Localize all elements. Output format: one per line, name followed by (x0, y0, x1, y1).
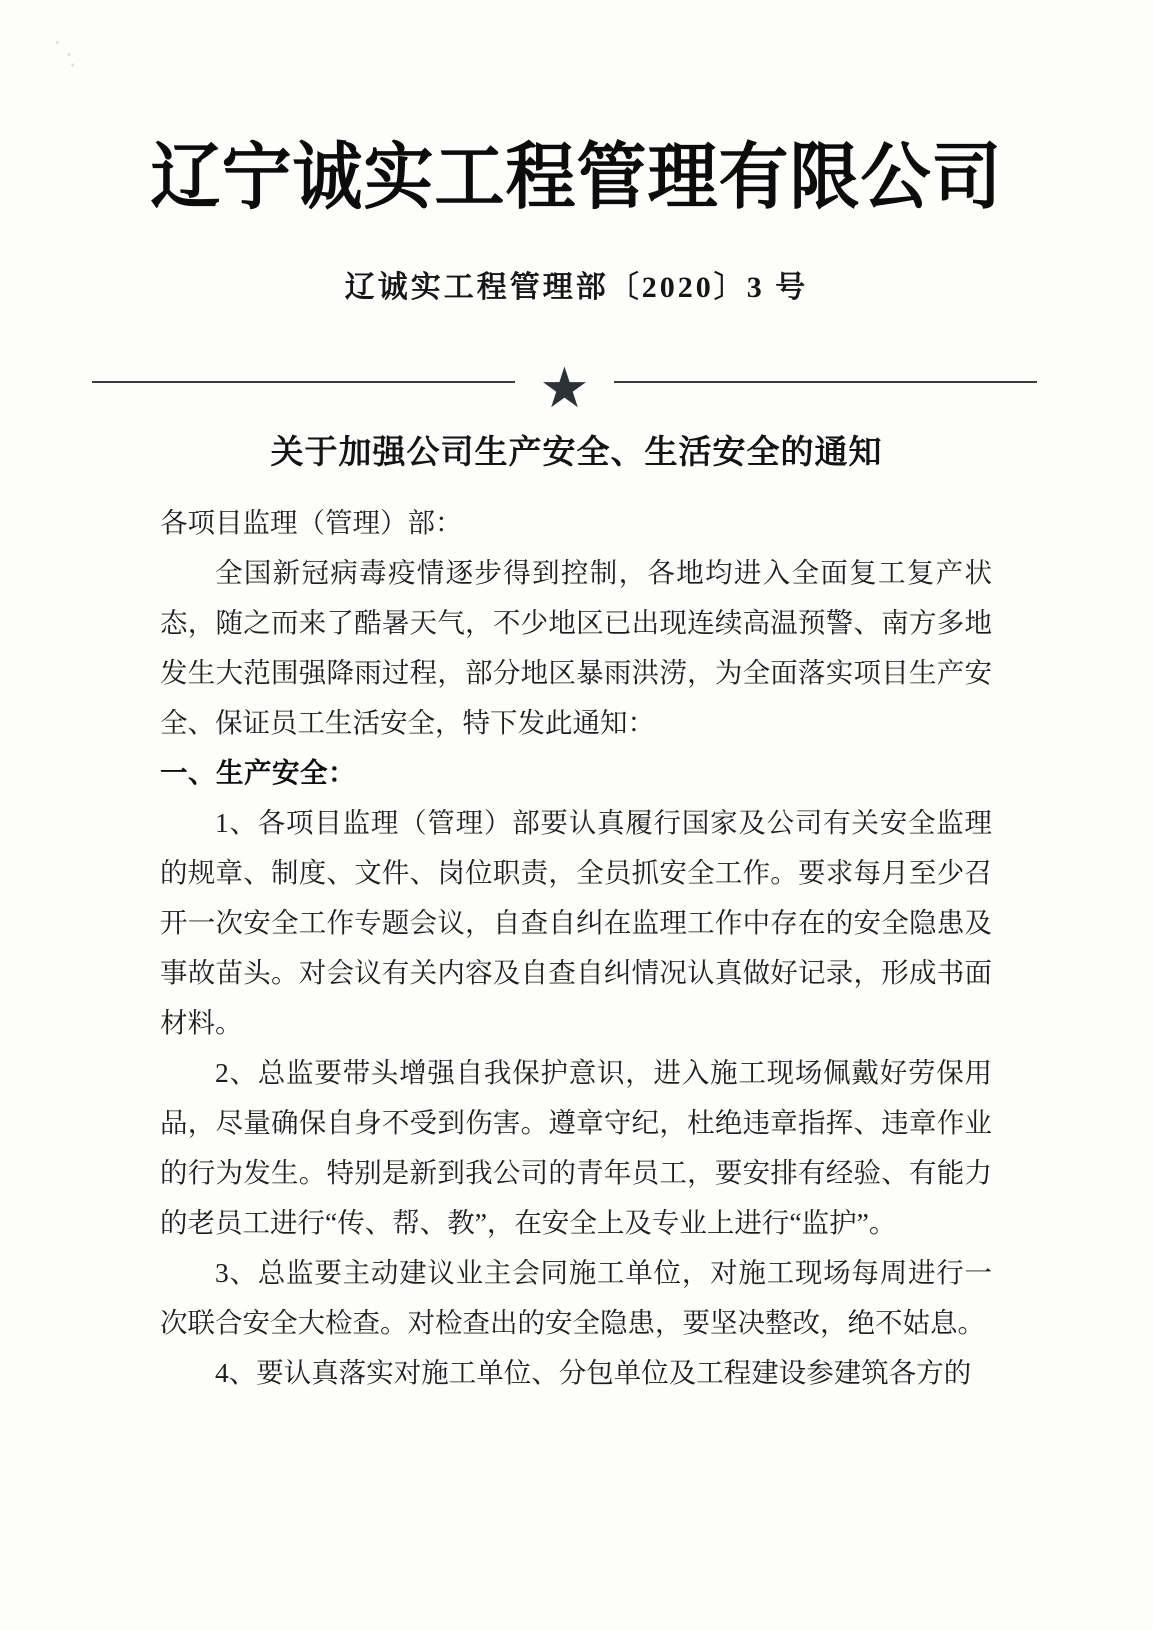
document-number: 辽诚实工程管理部〔2020〕3 号 (344, 271, 809, 304)
item-paragraph-1: 1、各项目监理（管理）部要认真履行国家及公司有关安全监理的规章、制度、文件、岗位职责，全员抓安全工作。要求每月至少召开一次安全工作专题会议，自查自纠在监理工作中存在的安全隐患及事故苗头。对会议有关内容及自查自纠情况认真做好记录，形成书面材料。 (160, 807, 992, 1038)
star-icon: ★ (539, 358, 590, 420)
divider-line-left (92, 381, 515, 383)
company-title: 辽宁诚实工程管理有限公司 (150, 138, 1003, 219)
salutation: 各项目监理（管理）部： (160, 507, 463, 538)
notice-body (160, 498, 992, 1398)
item-paragraph-3: 3、总监要主动建议业主会同施工单位，对施工现场每周进行一次联合安全大检查。对检查出的安全隐患，要坚决整改，绝不姑息。 (160, 1257, 992, 1338)
divider-line-right (614, 381, 1037, 383)
item-paragraph-2: 2、总监要带头增强自我保护意识，进入施工现场佩戴好劳保用品，尽量确保自身不受到伤害。遵章守纪，杜绝违章指挥、违章作业的行为发生。特别是新到我公司的青年员工，要安排有经验、有能力的老员工进行“传、帮、教”，在安全上及专业上进行“监护”。 (160, 1057, 992, 1238)
item-paragraph-4: 4、要认真落实对施工单位、分包单位及工程建设参建筑各方的 (215, 1357, 972, 1388)
intro-paragraph: 全国新冠病毒疫情逐步得到控制，各地均进入全面复工复产状态，随之而来了酷暑天气，不少地区已出现连续高温预警、南方多地发生大范围强降雨过程，部分地区暴雨洪涝，为全面落实项目生产安全、保证员工生活安全，特下发此通知： (160, 557, 992, 738)
section-heading-production-safety: 一、生产安全： (160, 757, 356, 788)
star-divider (0, 352, 1153, 420)
notice-subject-title: 关于加强公司生产安全、生活安全的通知 (270, 435, 883, 471)
